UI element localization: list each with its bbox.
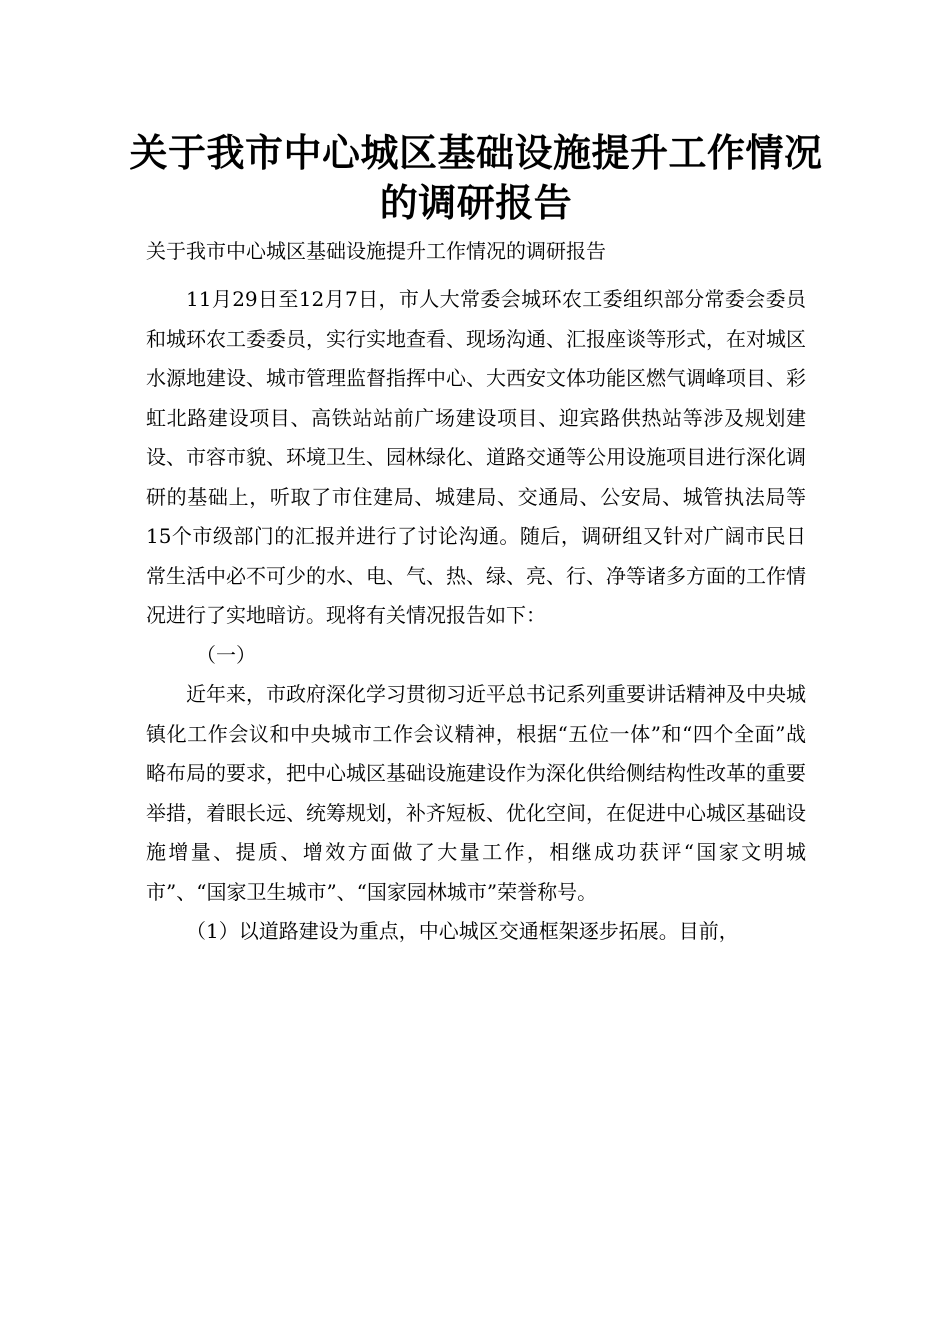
intro-paragraph: 11月29日至12月7日，市人大常委会城环农工委组织部分常委会委员和城环农工委委员，实行实地查看、现场沟通、汇报座谈等形式，在对城区水源地建设、城市管理监督指挥中心、大西安文体功能区燃气调峰项目、彩虹北路建设项目、高铁站站前广场建设项目、迎宾路供热站等涉及规划建设、市容市貌、环境卫生、园林绿化、道路交通等公用设施项目进行深化调研的基础上，听取了市住建局、城建局、交通局、公安局、城管执法局等15个市级部门的汇报并进行了讨论沟通。随后，调研组又针对广阔市民日常生活中必不可少的水、电、气、热、绿、亮、行、净等诸多方面的工作情况进行了实地暗访。现将有关情况报告如下： — [146, 287, 806, 627]
document-body — [146, 280, 806, 952]
section-marker: （一） — [196, 642, 256, 667]
overview-paragraph: 近年来，市政府深化学习贯彻习近平总书记系列重要讲话精神及中央城镇化工作会议和中央城市工作会议精神，根据“五位一体”和“四个全面”战略布局的要求，把中心城区基础设施建设作为深化供给侧结构性改革的重要举措，着眼长远、统筹规划，补齐短板、优化空间，在促进中心城区基础设施增量、提质、增效方面做了大量工作，相继成功获评“国家文明城市”、“国家卫生城市”、“国家园林城市”荣誉称号。 — [146, 682, 806, 904]
document-subtitle: 关于我市中心城区基础设施提升工作情况的调研报告 — [146, 239, 606, 263]
document-title: 关于我市中心城区基础设施提升工作情况的调研报告 — [129, 131, 823, 225]
point-one-paragraph: （1）以道路建设为重点，中心城区交通框架逐步拓展。目前， — [186, 919, 739, 943]
